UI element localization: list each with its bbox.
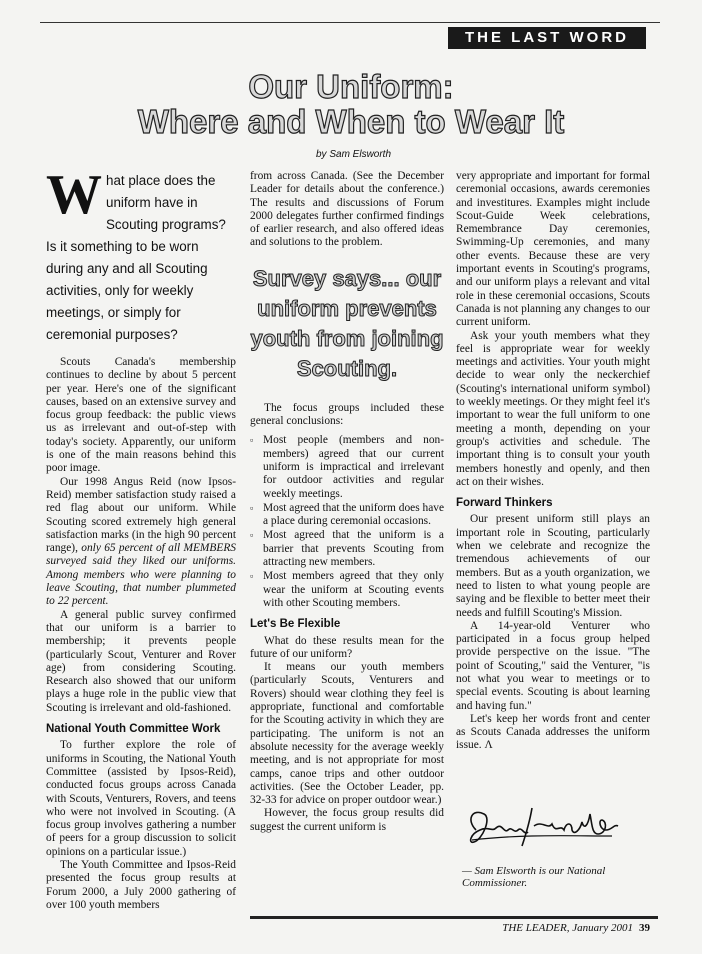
end-mark-icon: Λ <box>484 739 493 752</box>
list-item-text: Most agreed that the uniform is a barrier that prevents Scouting from attracting new members. <box>263 529 444 569</box>
paragraph: What do these results mean for the future of our uniform? <box>250 634 444 660</box>
bullet-icon: ▫ <box>250 502 254 513</box>
bullet-icon: ▫ <box>250 571 254 582</box>
paragraph-text: Our 1998 Angus Reid (now Ipsos-Reid) member satisfaction study raised a red flag about our uniform. While Scouting scored extremely high general satisfaction marks (in the high 90 percent range), <box>46 475 236 555</box>
paragraph: A 14-year-old Venturer who participated in a focus group helped provide perspective on the issue. "The point of Scouting," said the Venturer, "is not what you wear to meetings or to special events. Scouting is about learning and having fun." <box>456 619 650 712</box>
column-1 <box>46 164 236 912</box>
column-3 <box>456 170 650 753</box>
paragraph: The focus groups included these general conclusions: <box>250 401 444 428</box>
paragraph: Our present uniform still plays an important role in Scouting, particularly when we celebrate and recognize the tremendous achievements of our members. But as a youth organization, we need to listen to what young people are saying and be flexible to better meet their needs and fulfill Scouting's Mission. <box>456 513 650 619</box>
paragraph-text: Let's keep her words front and center as Scouts Canada addresses the uniform issue. <box>456 712 650 752</box>
emphasized-text: only 65 percent of all MEMBERS surveyed said they liked our uniforms. Among members who were planning to leave Scouting, that number plummeted to 22 percent. <box>46 542 236 608</box>
top-rule <box>40 22 660 23</box>
conclusions-list <box>250 434 444 610</box>
lead-text: hat place does the uniform have in Scouting programs? Is it something to be worn during any and all Scouting activities, only for weekly meetings, or simply for ceremonial purposes? <box>46 173 226 342</box>
paragraph: Scouts Canada's membership continues to decline by about 5 percent per year. Here's one of the significant causes, based on an extensive survey and focus group feedback: the public views us as irrelevant and out-of-step with today's society. Apparently, our uniform is one of the main reasons behind this poor image. <box>46 356 236 475</box>
paragraph <box>456 713 650 753</box>
pull-quote: Survey says... our uniform prevents youth from joining Scouting. <box>250 265 444 381</box>
page-number: 39 <box>639 922 650 934</box>
byline: by Sam Elsworth <box>316 149 392 160</box>
subhead: Let's Be Flexible <box>250 618 341 631</box>
list-item <box>250 502 444 529</box>
publication-name: THE LEADER, January 2001 <box>502 922 633 934</box>
list-item <box>250 434 444 500</box>
paragraph: It means our youth members (particularly Scouts, Venturers and Rovers) should wear clothing they feel is appropriate, functional and comfortable for the Scouting activity in which they are participating. The uniform is not an absolute necessity for the average weekly meeting, and is not appropriate for most camps, canoe trips and other outdoor activities. (See the October Leader, pp. 32-33 for advice on proper outdoor wear.) <box>250 661 444 807</box>
author-credit: — Sam Elsworth is our National Commissioner. <box>462 865 606 889</box>
paragraph: Ask your youth members what they feel is appropriate wear for weekly meetings and activities. Your youth might decide to wear only the neckerchief (Scouting's international uniform symbol) to weekly meetings. Or they might feel it's important to wear the full uniform to one meeting a month, depending on your group's activities and schedule. The important thing is to consult your youth members honestly and openly, and then act on their wishes. <box>456 329 650 488</box>
list-item-text: Most members agreed that they only wear the uniform at Scouting events with other Scouting members. <box>263 570 444 609</box>
article-title-line-1: Our Uniform: <box>248 68 454 105</box>
subhead: Forward Thinkers <box>456 497 553 510</box>
paragraph <box>46 476 236 609</box>
lead-paragraph <box>46 164 236 346</box>
list-item-text: Most people (members and non-members) agreed that our current uniform is impractical and irrelevant for outdoor activities and regular weekly meetings. <box>263 434 444 500</box>
signature-block <box>462 800 650 889</box>
paragraph: The Youth Committee and Ipsos-Reid presented the focus group results at Forum 2000, a July 2000 gathering of over 100 youth members <box>46 858 236 911</box>
paragraph: However, the focus group results did suggest the current uniform is <box>250 807 444 833</box>
bullet-icon: ▫ <box>250 530 254 541</box>
article-title-line-2: Where and When to Wear It <box>137 103 565 140</box>
paragraph: from across Canada. (See the December Leader for details about the conference.) The results and discussions of Forum 2000 delegates further confirmed findings of earlier research, and also offered ideas and solutions to the problem. <box>250 170 444 249</box>
paragraph: To further explore the role of uniforms in Scouting, the National Youth Committee (assisted by Ipsos-Reid), conducted focus groups across Canada with Scouts, Venturers, Rovers, and teens who were not involved in Scouting. (A focus group involves gathering a number of peers for a group discussion to solicit opinions on a particular issue.) <box>46 739 236 858</box>
column-2 <box>250 170 444 834</box>
list-item-text: Most agreed that the uniform does have a place during ceremonial occasions. <box>263 501 444 528</box>
subhead: National Youth Committee Work <box>46 723 221 736</box>
bottom-rule <box>250 916 658 919</box>
list-item <box>250 529 444 569</box>
section-tag: THE LAST WORD <box>448 27 646 49</box>
signature-image <box>462 800 650 852</box>
paragraph: very appropriate and important for formal ceremonial occasions, awards ceremonies and investitures. Examples might include Scout-Guide Week celebrations, Remembrance Day ceremonies, Swimming-Up ceremonies, and many other events. Because these are very important events in Scouting's programs, and our uniform plays a relevant and vital role in these ceremonial occasions, Scouts Canada is not planning any changes to our current uniform. <box>456 170 650 329</box>
bullet-icon: ▫ <box>250 435 254 446</box>
drop-cap: W <box>46 164 102 226</box>
list-item <box>250 570 444 610</box>
paragraph: A general public survey confirmed that our uniform is a barrier to membership; it prevents people (particularly Scout, Venturer and Rover age) from considering Scouting. Research also showed that our uniform plays a huge role in the public view that Scouting is irrelevant and old-fashioned. <box>46 608 236 714</box>
page-footer <box>502 922 650 934</box>
